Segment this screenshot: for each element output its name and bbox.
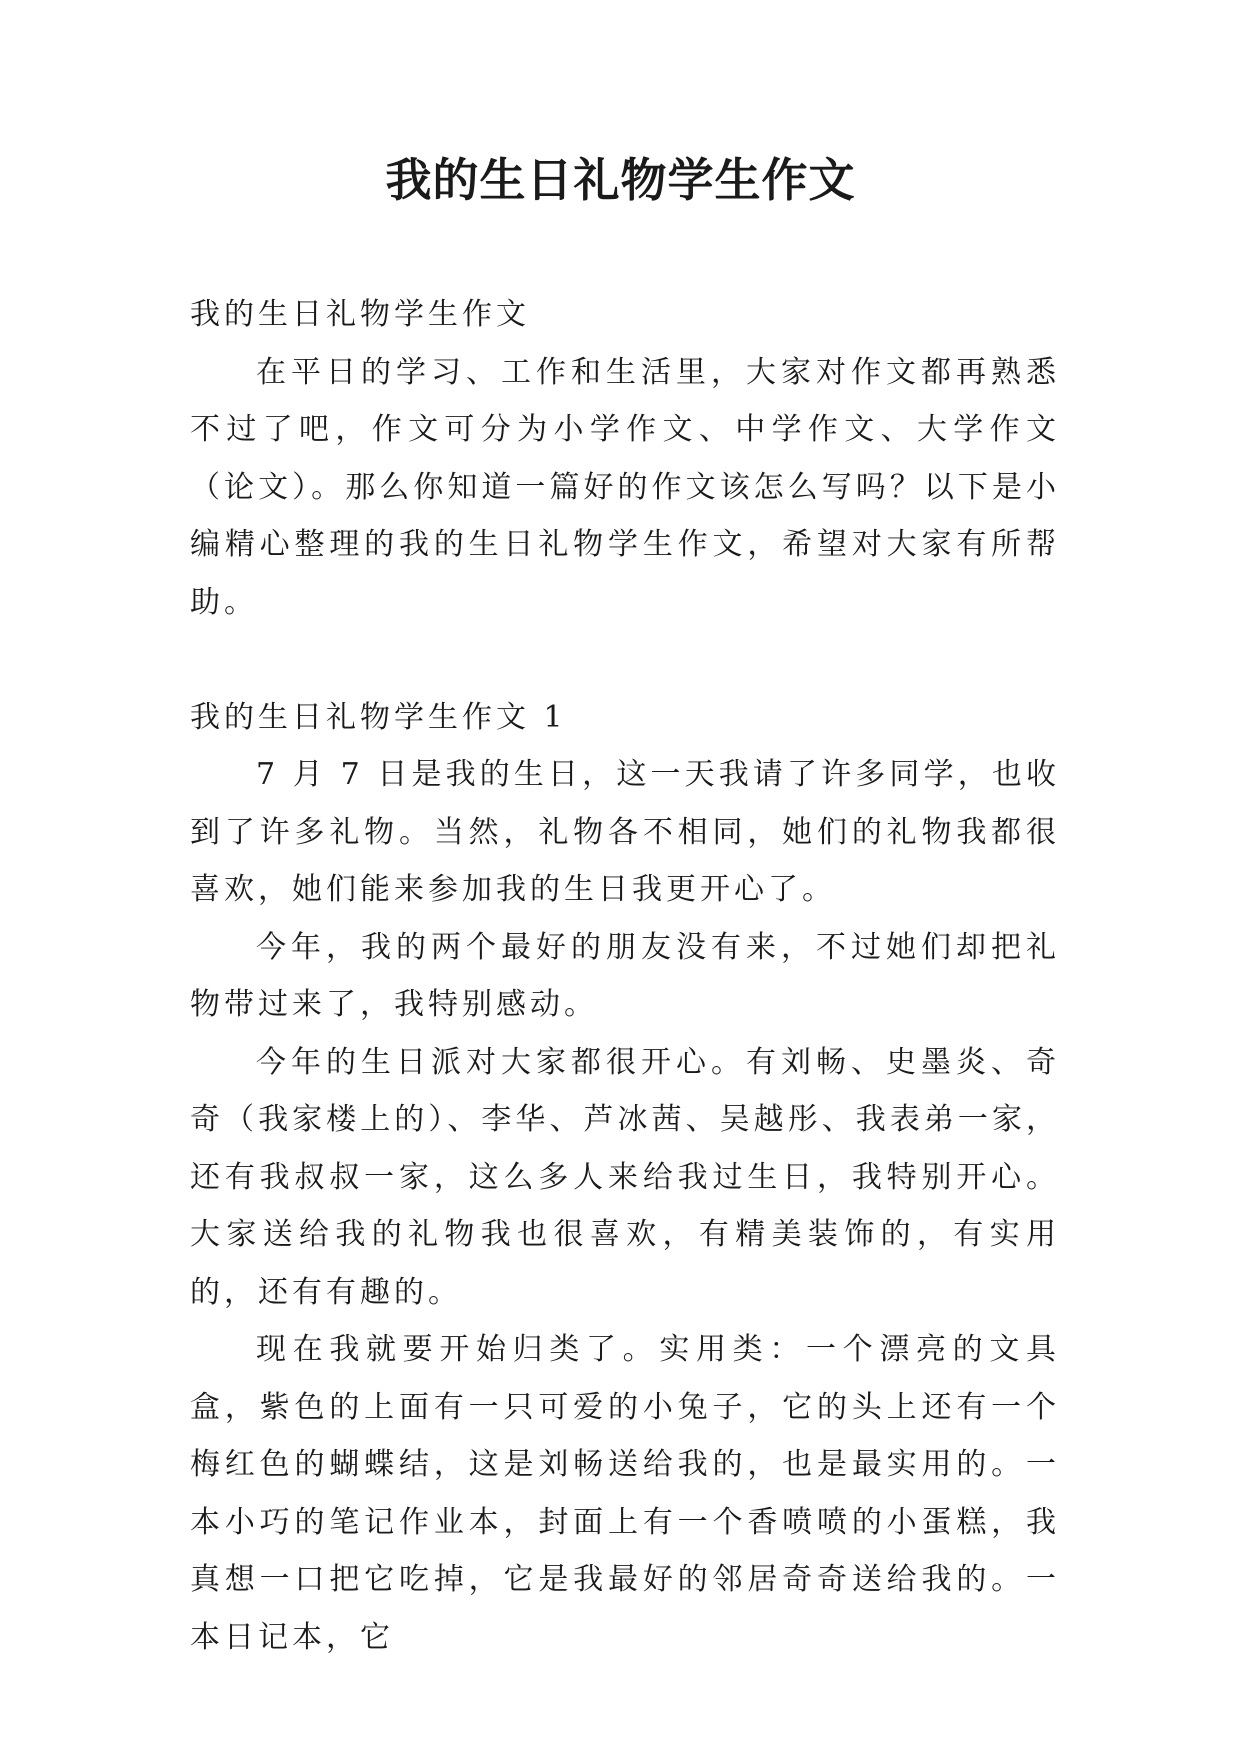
essay-paragraph-1: 7 月 7 日是我的生日，这一天我请了许多同学，也收到了许多礼物。当然，礼物各不相同，她们的礼物我都很喜欢，她们能来参加我的生日我更开心了。 [190,757,1060,907]
section-spacer [190,631,1060,689]
intro-paragraph: 在平日的学习、工作和生活里，大家对作文都再熟悉不过了吧，作文可分为小学作文、中学作文、大学作文（论文）。那么你知道一篇好的作文该怎么写吗？以下是小编精心整理的我的生日礼物学生作文，希望对大家有所帮助。 [190,354,1060,620]
essay-paragraph-2: 今年，我的两个最好的朋友没有来，不过她们却把礼物带过来了，我特别感动。 [190,929,1060,1022]
document-body [190,286,1060,1666]
essay-paragraph-4: 现在我就要开始归类了。实用类：一个漂亮的文具盒，紫色的上面有一只可爱的小兔子，它的头上还有一个梅红色的蝴蝶结，这是刘畅送给我的，也是最实用的。一本小巧的笔记作业本，封面上有一个香喷喷的小蛋糕，我真想一口把它吃掉，它是我最好的邻居奇奇送给我的。一本日记本，它 [190,1332,1060,1655]
document-title: 我的生日礼物学生作文 [385,153,856,207]
intro-heading: 我的生日礼物学生作文 [190,297,530,332]
essay-paragraph-3: 今年的生日派对大家都很开心。有刘畅、史墨炎、奇奇（我家楼上的）、李华、芦冰茜、吴越彤、我表弟一家，还有我叔叔一家，这么多人来给我过生日，我特别开心。大家送给我的礼物我也很喜欢，有精美装饰的，有实用的，还有有趣的。 [190,1044,1060,1310]
essay-heading: 我的生日礼物学生作文 1 [190,699,567,735]
